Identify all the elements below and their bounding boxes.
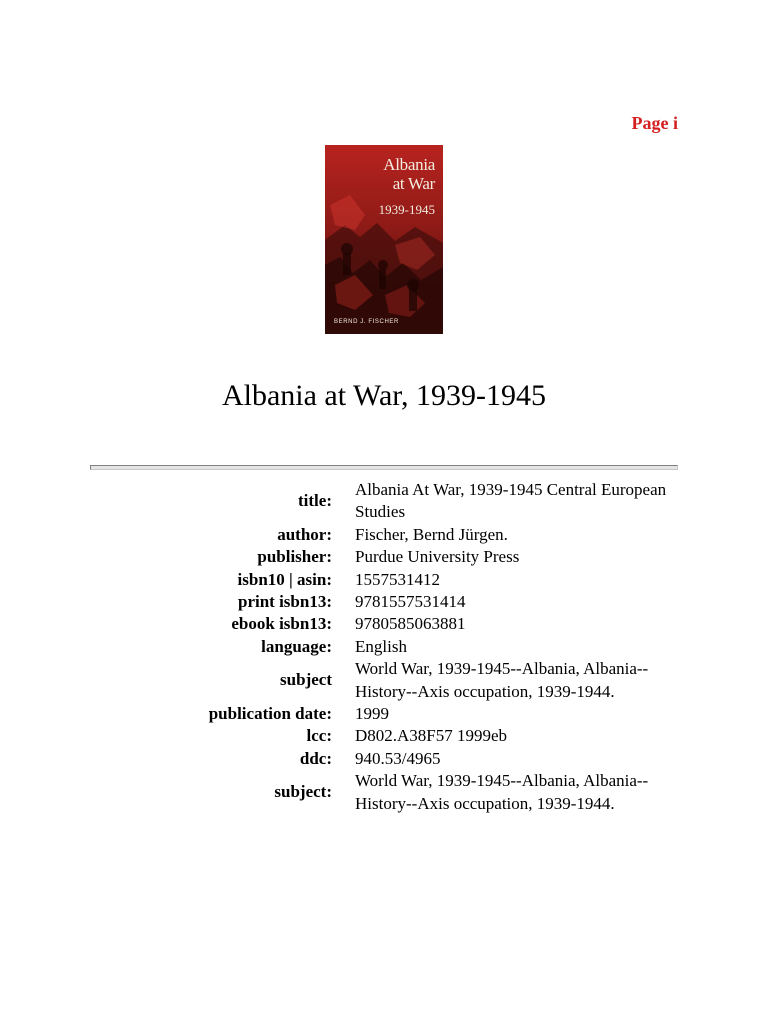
metadata-row-isbn10 (90, 569, 678, 591)
metadata-key: ddc: (299, 748, 332, 768)
metadata-table (90, 479, 678, 815)
metadata-row-print-isbn13 (90, 591, 678, 613)
metadata-key: publisher: (257, 547, 332, 567)
page-label: Page i (631, 113, 678, 133)
metadata-value: Purdue University Press (355, 547, 520, 567)
metadata-value: 1557531412 (355, 569, 440, 589)
metadata-key: author: (277, 524, 332, 544)
metadata-row-author (90, 524, 678, 546)
metadata-key: publication date: (208, 704, 332, 724)
metadata-key: ebook isbn13: (231, 614, 332, 634)
metadata-row-ebook-isbn13 (90, 613, 678, 635)
metadata-value: Albania At War, 1939-1945 Central European Studies (355, 480, 667, 522)
metadata-key: subject: (274, 782, 332, 802)
metadata-row-publisher (90, 546, 678, 568)
metadata-row-publication-date (90, 703, 678, 725)
metadata-row-title (90, 479, 678, 524)
metadata-row-subject (90, 658, 678, 703)
metadata-row-lcc (90, 725, 678, 747)
cover-title-line2: at War (392, 174, 435, 193)
metadata-value: World War, 1939-1945--Albania, Albania--History--Axis occupation, 1939-1944. (355, 659, 649, 701)
metadata-row-language (90, 636, 678, 658)
metadata-key: subject (280, 670, 332, 690)
cover-title-line1: Albania (383, 155, 435, 174)
metadata-value: English (355, 636, 407, 656)
book-title-text: Albania at War, 1939-1945 (221, 379, 547, 412)
metadata-row-subject-2 (90, 770, 678, 815)
metadata-value: 1999 (355, 704, 389, 724)
metadata-value: Fischer, Bernd Jürgen. (355, 524, 508, 544)
cover-title (383, 155, 435, 193)
metadata-value: 940.53/4965 (355, 748, 441, 768)
metadata-key: lcc: (306, 726, 332, 746)
metadata-key: language: (261, 636, 332, 656)
metadata-value: World War, 1939-1945--Albania, Albania--History--Axis occupation, 1939-1944. (355, 771, 649, 813)
cover-years: 1939-1945 (378, 202, 435, 217)
metadata-key: title: (298, 491, 332, 511)
book-cover-image (325, 145, 443, 334)
metadata-value: D802.A38F57 1999eb (355, 726, 508, 746)
book-title (0, 379, 768, 413)
metadata-key: print isbn13: (238, 592, 332, 612)
metadata-value: 9781557531414 (355, 592, 466, 612)
metadata-row-ddc (90, 748, 678, 770)
cover-author: BERND J. FISCHER (334, 319, 399, 325)
horizontal-rule (90, 465, 678, 470)
metadata-key: isbn10 | asin: (237, 569, 332, 589)
metadata-value: 9780585063881 (355, 614, 466, 634)
metadata-table-body (90, 479, 678, 815)
